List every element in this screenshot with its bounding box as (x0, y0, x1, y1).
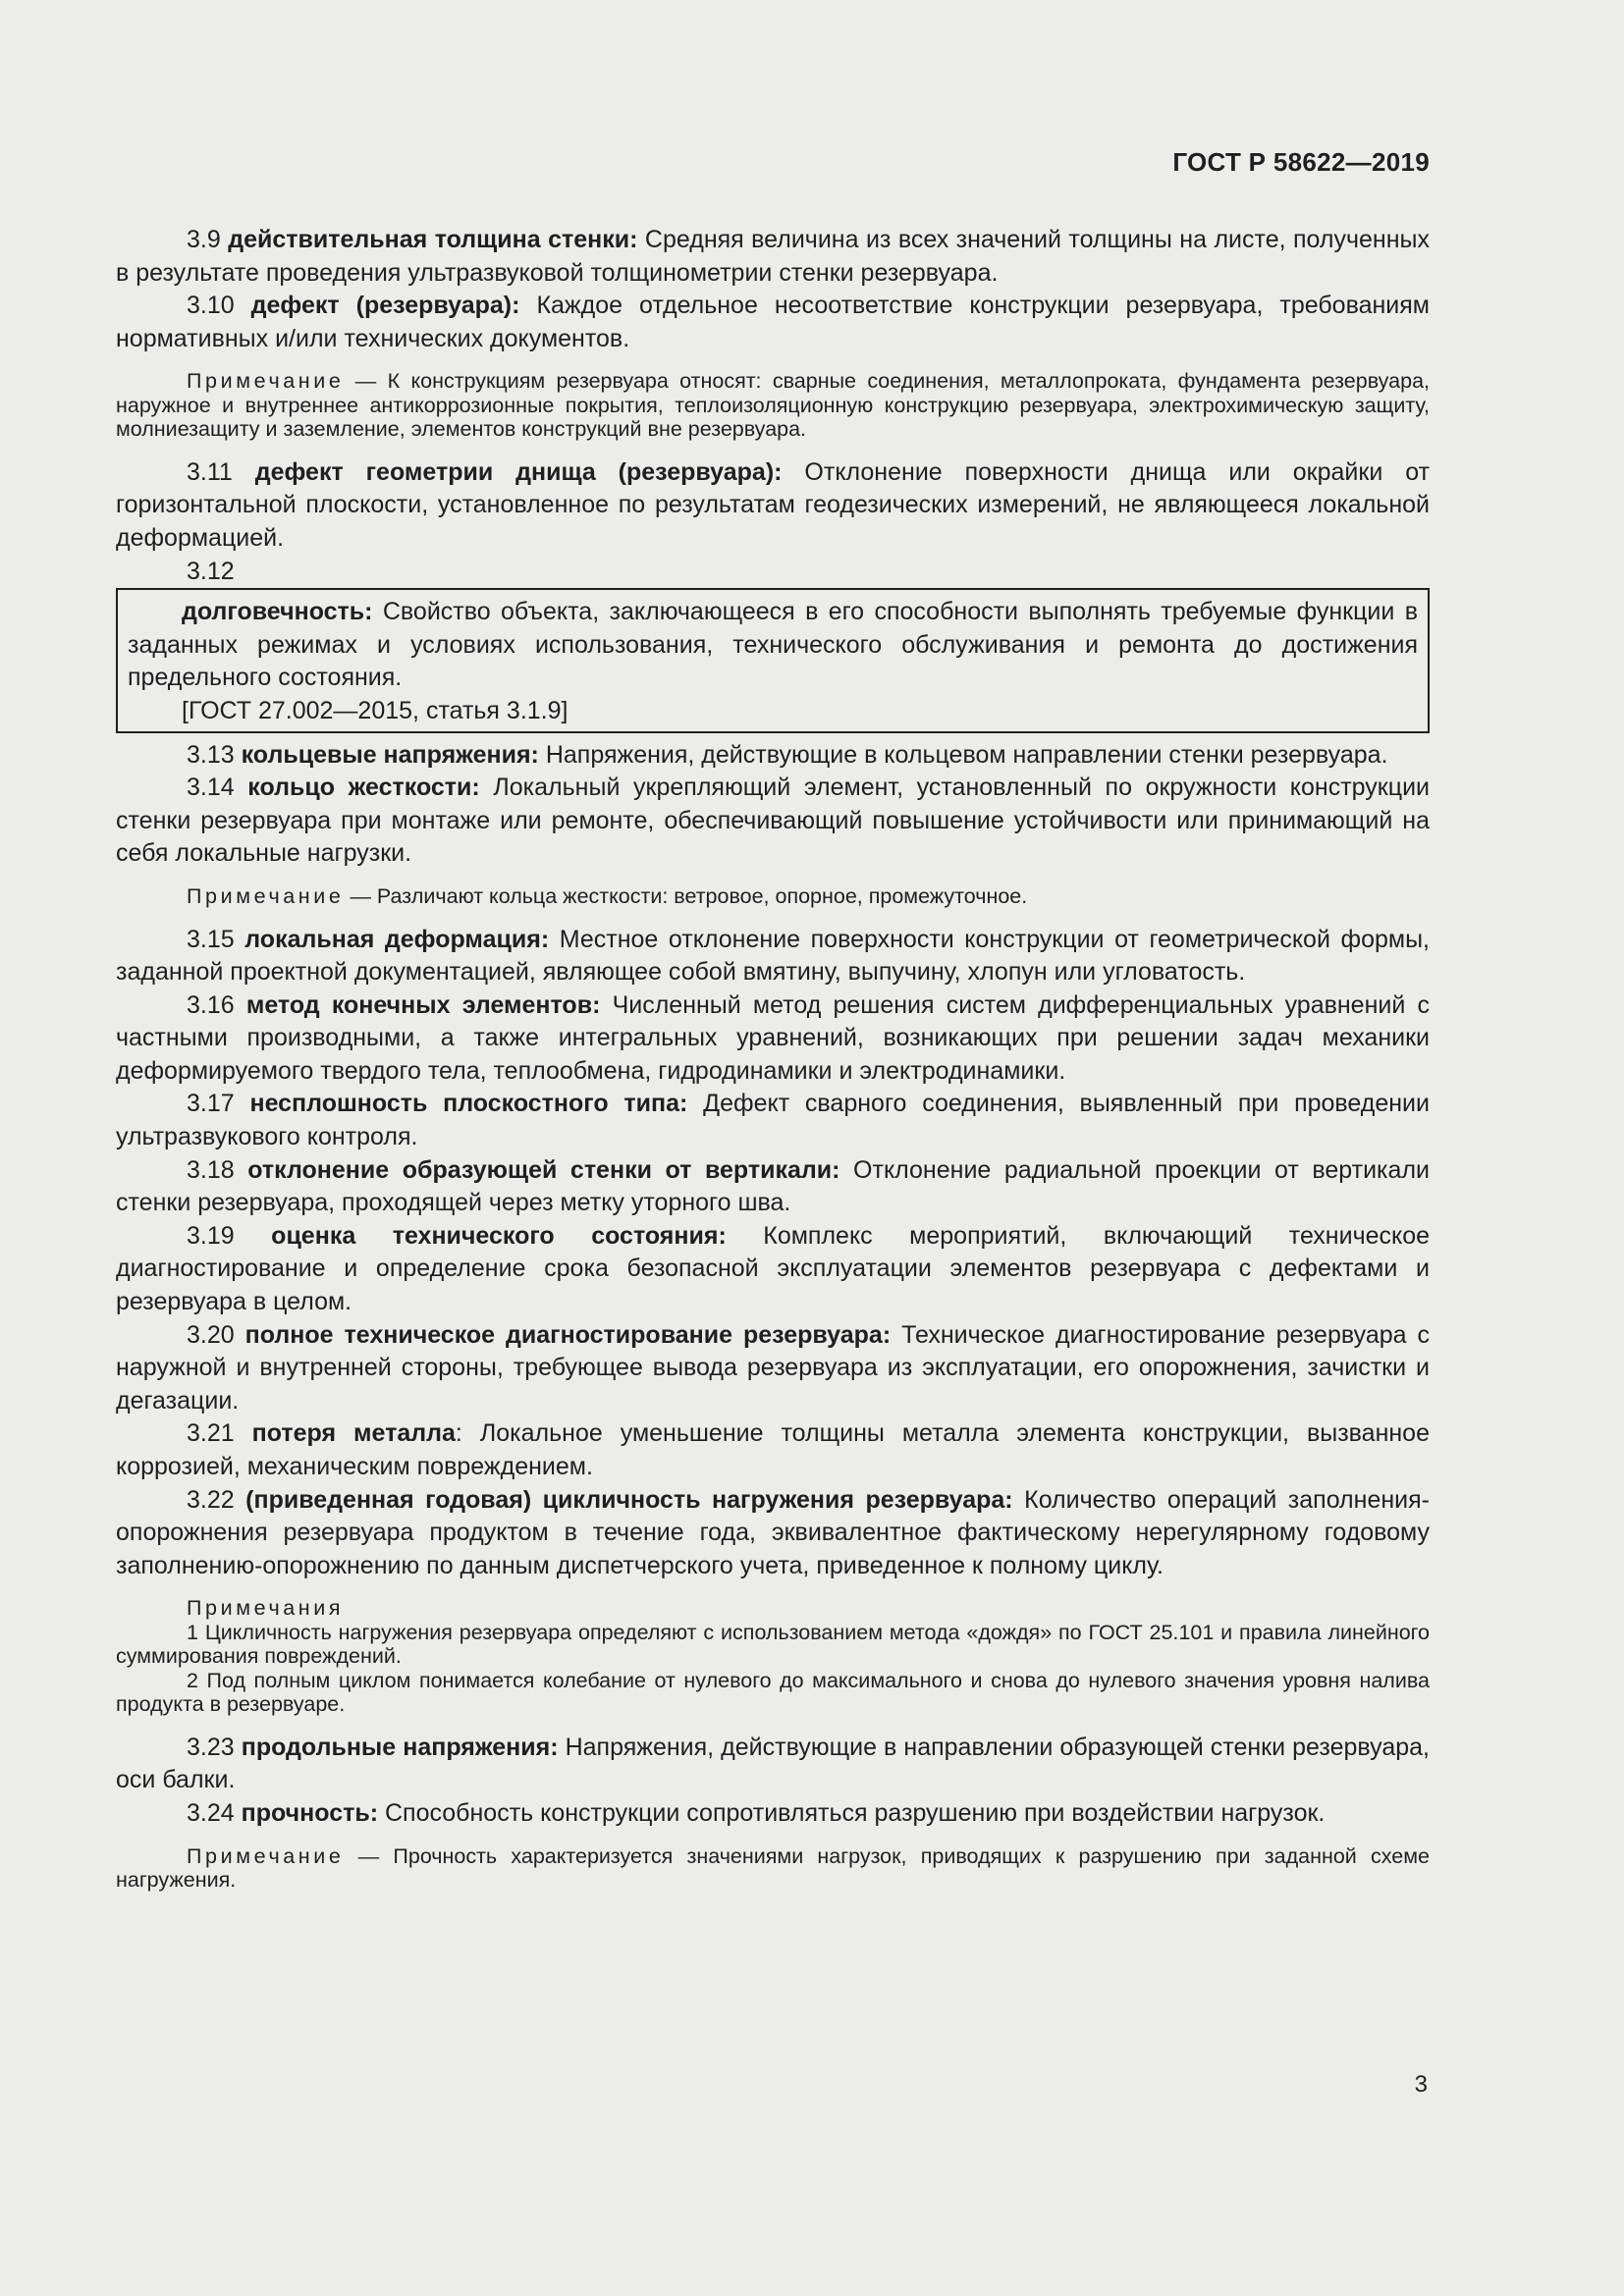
term: несплошность плоскостного типа: (249, 1090, 688, 1118)
item-number: 3.10 (187, 292, 235, 320)
term: кольцевые напряжения: (241, 740, 539, 769)
term: (приведенная годовая) цикличность нагружения резервуара: (245, 1485, 1013, 1514)
standard-number: ГОСТ Р 58622—2019 (1172, 147, 1430, 177)
definition-3-12-box (116, 588, 1430, 732)
item-number: 3.16 (187, 990, 235, 1019)
item-number: 3.22 (187, 1485, 235, 1514)
definition-text: Количество операций заполнения-опорожнения резервуара продуктом в течение года, эквивалентное фактическому нерегулярному годовому заполнению-опорожнению по данным диспетчерского учета, приведенное к полному циклу. (116, 1485, 1430, 1579)
definition-text: : Локальное уменьшение толщины металла элемента конструкции, вызванное коррозией, механическим повреждением. (116, 1419, 1430, 1480)
definition-3-18 (116, 1154, 1430, 1220)
definition-3-16 (116, 989, 1430, 1089)
item-number: 3.24 (187, 1799, 235, 1828)
definition-3-10 (116, 290, 1430, 355)
definition-text: Отклонение радиальной проекции от вертикали стенки резервуара, проходящей через метку уторного шва. (116, 1155, 1430, 1217)
definition-3-17 (116, 1088, 1430, 1153)
term: отклонение образующей стенки от вертикали: (247, 1155, 840, 1184)
definition-3-9 (116, 224, 1430, 290)
definition-3-19 (116, 1220, 1430, 1319)
definition-text: Местное отклонение поверхности конструкции от геометрической формы, заданной проектной документацией, являющее собой вмятину, выпучину, хлопун или угловатость. (116, 925, 1430, 987)
definition-text: Способность конструкции сопротивляться разрушению при воздействии нагрузок. (385, 1799, 1326, 1828)
item-number: 3.19 (187, 1221, 235, 1250)
definition-text: Отклонение поверхности днища или окрайки от горизонтальной плоскости, установленное по результатам геодезических измерений, не являющееся локальной деформацией. (116, 457, 1431, 553)
note-label: Примечание (187, 1843, 345, 1868)
item-number: 3.18 (187, 1155, 235, 1184)
term: долговечность: (182, 598, 373, 626)
note-text: — К конструкциям резервуара относят: сварные соединения, металлопроката, фундамента резервуара, наружное и внутреннее антикоррозионные покрытия, теплоизоляционную конструкцию резервуара, электрохимическую защиту, молниезащиту и заземление, элементов конструкций вне резервуара. (116, 369, 1430, 442)
item-number: 3.9 (187, 226, 221, 253)
definition-text: Средняя величина из всех значений толщины на листе, полученных в результате проведения ультразвуковой толщинометрии стенки резервуара. (116, 226, 1430, 287)
item-number: 3.23 (187, 1733, 235, 1761)
item-number: 3.11 (187, 457, 233, 486)
term: метод конечных элементов: (245, 990, 601, 1019)
term: оценка технического состояния: (271, 1221, 727, 1250)
definition-3-24 (116, 1797, 1430, 1831)
note-3-10 (116, 369, 1430, 442)
definition-text: Дефект сварного соединения, выявленный при проведении ультразвукового контроля. (116, 1090, 1430, 1151)
term: локальная деформация: (244, 925, 550, 953)
page-number: 3 (1414, 2071, 1428, 2098)
note-text: — Различают кольца жесткости: ветровое, опорное, промежуточное. (350, 884, 1028, 908)
term: действительная толщина стенки: (228, 226, 638, 253)
term: прочность: (241, 1799, 379, 1828)
note-item-2: 2 Под полным циклом понимается колебание от нулевого до максимального и снова до нулевого значения уровня налива продукта в резервуаре. (116, 1668, 1430, 1717)
note-text: — Прочность характеризуется значениями нагрузок, приводящих к разрушению при заданной схеме нагружения. (116, 1843, 1430, 1893)
item-number: 3.15 (187, 925, 235, 953)
term: полное техническое диагностирование резервуара: (244, 1320, 892, 1349)
definition-text: Численный метод решения систем дифференциальных уравнений с частными производными, а также интегральных уравнений, возникающих при решении задач механики деформируемого твердого тела, теплообмена, гидродинамики и электродинамики. (116, 990, 1430, 1085)
item-number: 3.21 (187, 1419, 235, 1448)
source-reference: [ГОСТ 27.002—2015, статья 3.1.9] (182, 697, 568, 725)
item-number: 3.13 (187, 740, 235, 769)
definition-3-14 (116, 772, 1430, 871)
definition-text: Каждое отдельное несоответствие конструкции резервуара, требованиям нормативных и/или технических документов. (116, 292, 1430, 352)
definition-text: Свойство объекта, заключающееся в его способности выполнять требуемые функции в заданных режимах и условиях использования, технического обслуживания и ремонта до достижения предельного состояния. (128, 598, 1419, 692)
definition-3-15 (116, 924, 1430, 989)
note-label: Примечание (187, 369, 345, 394)
definition-3-22 (116, 1484, 1430, 1583)
definition-text: Напряжения, действующие в направлении образующей стенки резервуара, оси балки. (116, 1733, 1430, 1794)
notes-label (116, 1596, 1430, 1621)
notes-label-text: Примечания (187, 1596, 345, 1621)
notes-3-22 (116, 1596, 1430, 1717)
definition-3-23 (116, 1732, 1430, 1797)
item-number: 3.20 (187, 1320, 235, 1349)
item-number: 3.14 (187, 774, 235, 802)
item-number: 3.17 (187, 1090, 235, 1118)
definition-text: Локальный укрепляющий элемент, установленный по окружности конструкции стенки резервуара при монтаже или ремонте, обеспечивающий повышение устойчивости или принимающий на себя локальные нагрузки. (116, 774, 1430, 868)
definition-3-21 (116, 1417, 1430, 1483)
definition-3-20 (116, 1319, 1430, 1418)
term: потеря металла (251, 1419, 456, 1448)
item-number-3-12: 3.12 (187, 557, 235, 585)
note-label: Примечание (187, 884, 345, 908)
term: кольцо жесткости: (247, 774, 480, 802)
term: дефект геометрии днища (резервуара): (254, 457, 783, 486)
definition-3-11 (116, 456, 1430, 556)
definition-text: Комплекс мероприятий, включающий техническое диагностирование и определение срока безопасной эксплуатации элементов резервуара с дефектами и резервуара в целом. (116, 1221, 1431, 1316)
note-3-14 (116, 884, 1430, 909)
definition-3-13 (116, 739, 1430, 773)
term: продольные напряжения: (241, 1733, 559, 1761)
note-item-1: 1 Цикличность нагружения резервуара определяют с использованием метода «дождя» по ГОСТ 25.101 и правила линейного суммирования повреждений. (116, 1620, 1430, 1669)
term: дефект (резервуара): (250, 292, 520, 320)
definition-3-12 (128, 596, 1418, 695)
definition-text: Техническое диагностирование резервуара с наружной и внутренней стороны, требующее вывода резервуара из эксплуатации, его опорожнения, зачистки и дегазации. (116, 1320, 1430, 1415)
note-3-24 (116, 1844, 1430, 1893)
definition-text: Напряжения, действующие в кольцевом направлении стенки резервуара. (545, 740, 1388, 769)
definitions-section (116, 224, 1430, 1907)
